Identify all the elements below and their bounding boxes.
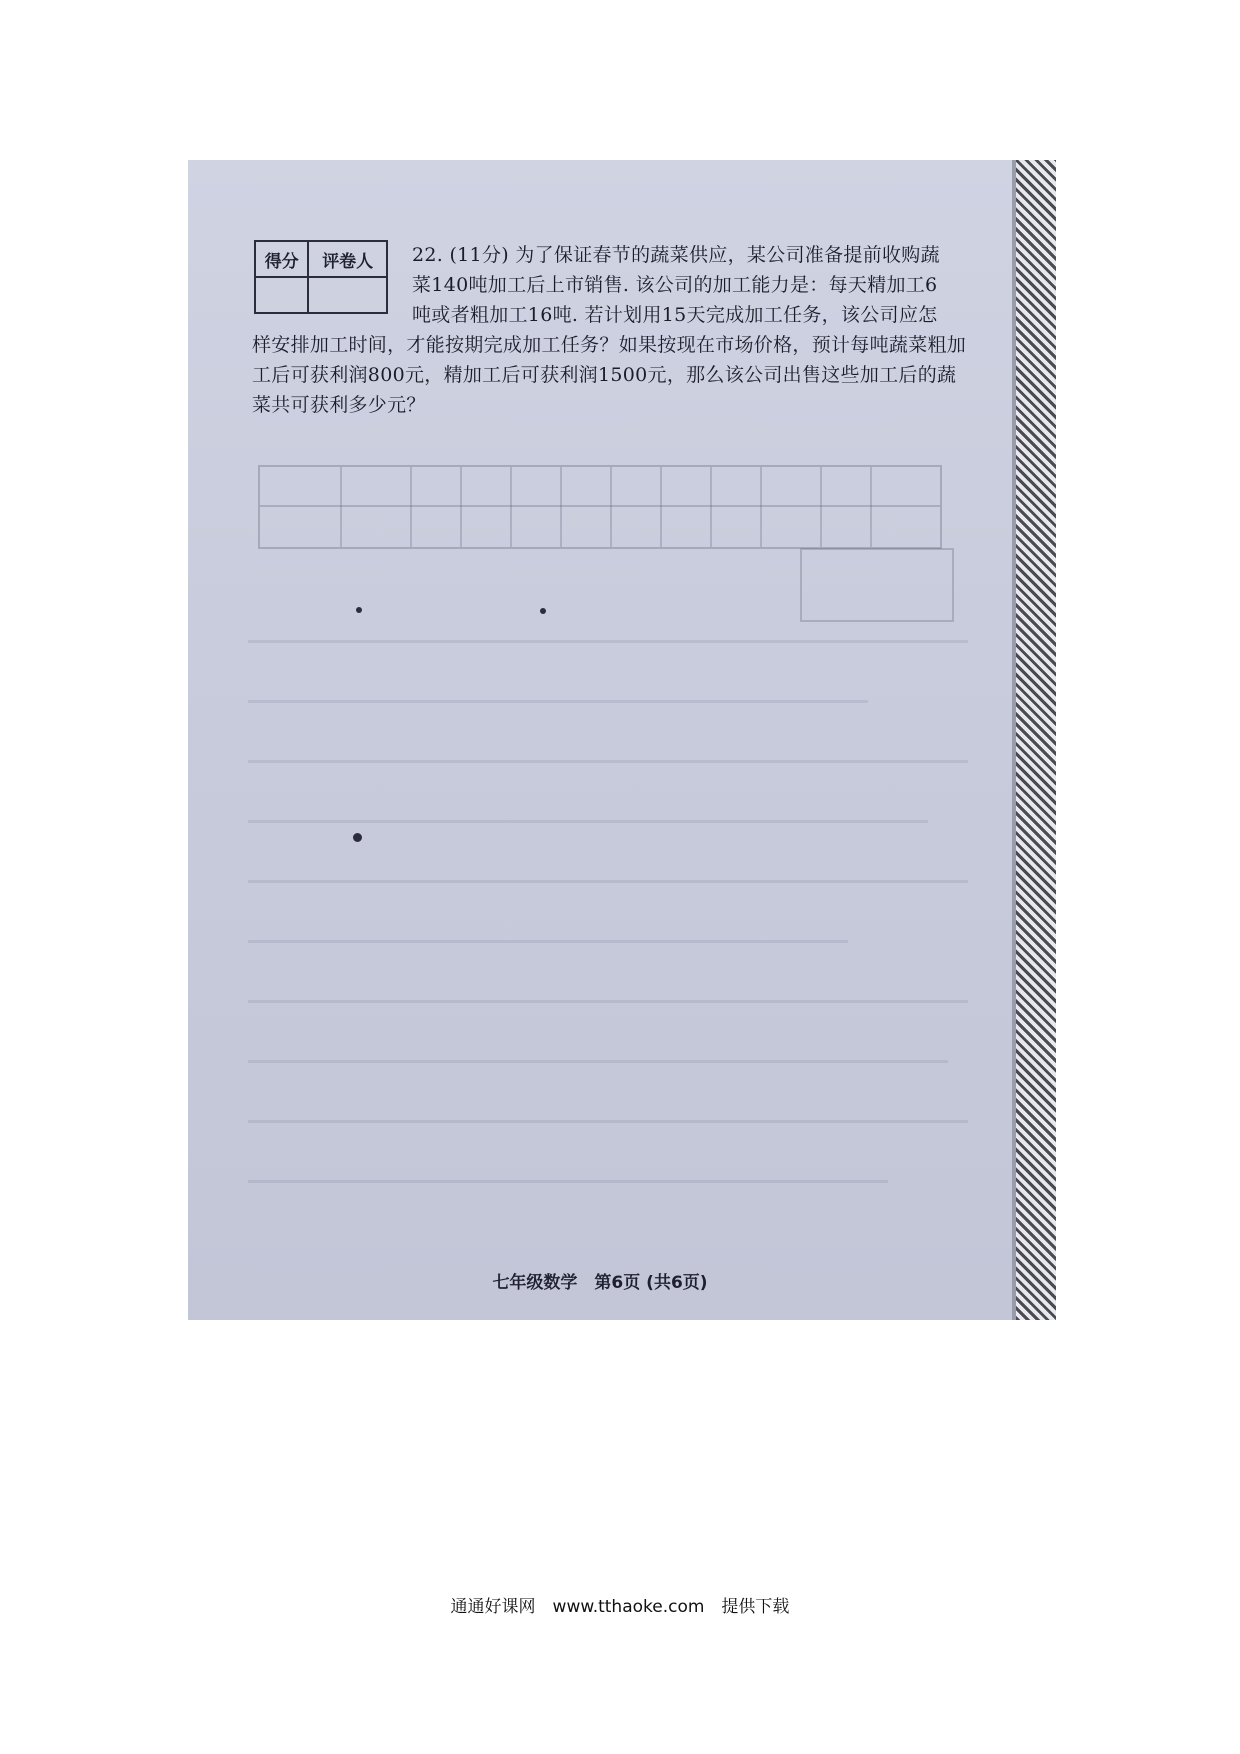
decorative-border-pattern (1016, 160, 1056, 1320)
bleed-through-score-box (800, 548, 954, 622)
question-line-1: 22. (11分) 为了保证春节的蔬菜供应，某公司准备提前收购蔬 (412, 244, 940, 266)
grader-label: 评卷人 (308, 241, 387, 277)
page-footer: 七年级数学 第6页 (共6页) (492, 1273, 708, 1293)
question-line-3: 吨或者粗加工16吨. 若计划用15天完成加工任务，该公司应怎 (412, 304, 938, 326)
question-22 (252, 240, 972, 420)
ink-speck (353, 833, 362, 842)
ink-speck (356, 607, 362, 613)
question-body: 样安排加工时间，才能按期完成加工任务？如果按现在市场价格，预计每吨蔬菜粗加工后可获利润800元，精加工后可获利润1500元，那么该公司出售这些加工后的蔬菜共可获利多少元？ (252, 334, 967, 416)
scanned-page-photo (188, 160, 1056, 1320)
score-label: 得分 (255, 241, 308, 277)
download-credit: 通通好课网 www.tthaoke.com 提供下载 (450, 1597, 790, 1617)
bleed-through-table (258, 465, 942, 549)
ink-speck (540, 608, 546, 614)
question-line-2: 菜140吨加工后上市销售. 该公司的加工能力是：每天精加工6 (412, 274, 938, 296)
